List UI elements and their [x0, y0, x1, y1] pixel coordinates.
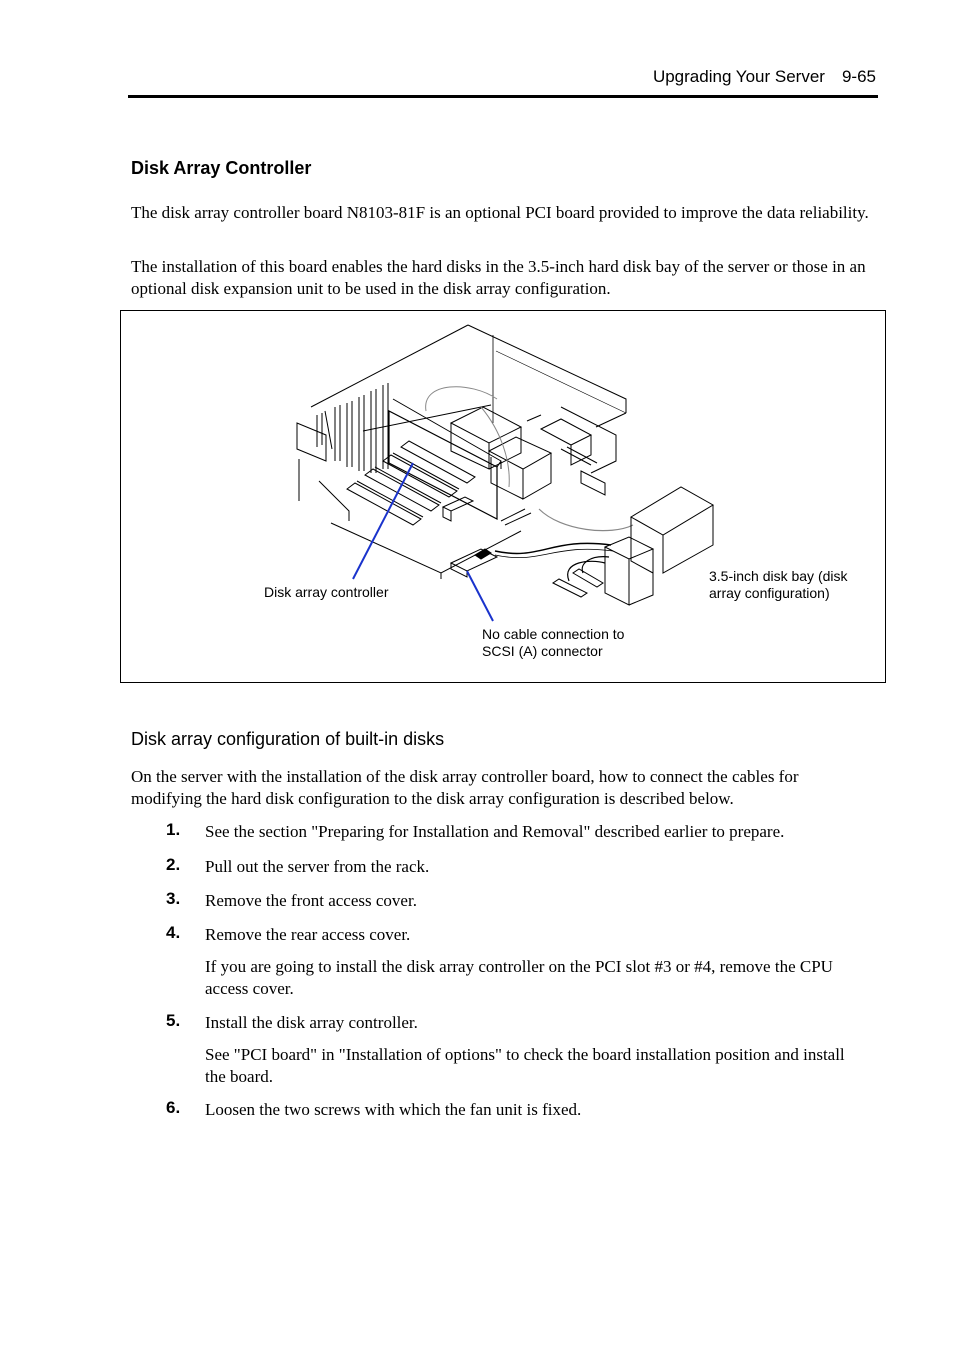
paragraph-2: The installation of this board enables the hard disks in the 3.5-inch hard disk bay of the server or those in an optional disk expansion unit to be used in the disk array configuration.: [131, 257, 866, 298]
step-3-text: Remove the front access cover.: [205, 891, 417, 910]
step-2-text: Pull out the server from the rack.: [205, 857, 430, 876]
label-disk-bay: [709, 568, 848, 602]
header-section-title: Upgrading Your Server: [652, 67, 825, 86]
step-6-text: Loosen the two screws with which the fan unit is fixed.: [205, 1100, 582, 1119]
paragraph-1: The disk array controller board N8103-81F is an optional PCI board provided to improve the data reliability.: [131, 203, 869, 222]
label-disk-bay-line2: array configuration): [709, 585, 830, 601]
step-5-note: See "PCI board" in "Installation of options" to check the board installation position and install the board.: [205, 1045, 845, 1086]
step-4-number: 4.: [166, 923, 181, 942]
step-4-text: Remove the rear access cover.: [205, 925, 411, 944]
section-title: Disk Array Controller: [131, 158, 312, 178]
step-2-number: 2.: [166, 855, 181, 874]
label-disk-array-controller: Disk array controller: [264, 584, 389, 600]
figure-server-diagram: [120, 310, 886, 683]
step-5-text: Install the disk array controller.: [205, 1013, 418, 1032]
header-rule: [128, 95, 878, 98]
label-scsi-connector: [482, 626, 624, 660]
step-1-number: 1.: [166, 820, 181, 839]
step-1-text: See the section "Preparing for Installation and Removal" described earlier to prepare.: [205, 822, 785, 841]
label-scsi-line1: No cable connection to: [482, 626, 625, 642]
subsection-intro: On the server with the installation of the disk array controller board, how to connect the cables for modifying the hard disk configuration to the disk array configuration is described below.: [131, 767, 799, 808]
step-5-number: 5.: [166, 1011, 181, 1030]
label-scsi-line2: SCSI (A) connector: [482, 643, 603, 659]
running-header: [653, 67, 876, 87]
step-4-note: If you are going to install the disk array controller on the PCI slot #3 or #4, remove the CPU access cover.: [205, 957, 833, 998]
page-number: 9-65: [841, 67, 876, 86]
step-3-number: 3.: [166, 889, 181, 908]
step-6-number: 6.: [166, 1098, 181, 1117]
scsi-leader-line: [467, 571, 493, 621]
controller-leader-line: [353, 463, 413, 579]
subsection-title: Disk array configuration of built-in disks: [131, 729, 445, 749]
label-disk-bay-line1: 3.5-inch disk bay (disk: [709, 568, 848, 584]
page-header: [128, 64, 878, 98]
